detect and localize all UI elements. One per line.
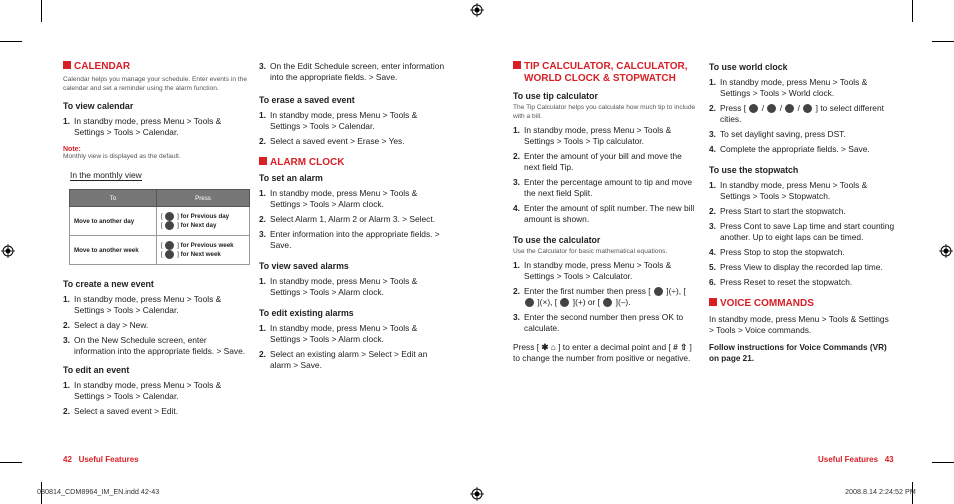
calendar-description: Calendar helps you manage your schedule. Enter events in the calendar and set a reminder using the alarm function. [63,76,248,92]
list-item: 4. Press Stop to stop the stopwatch. [709,247,845,257]
list-item: 1. In standby mode, press Menu > Tools & Settings > Tools > Calendar. [63,116,222,137]
list-item: 3. Enter the percentage amount to tip and move the next field Split. [513,177,693,198]
left-key-icon [165,212,174,221]
use-tip-title: To use tip calculator [513,91,598,101]
voice-commands-follow: Follow instructions for Voice Commands (VR) on page 21. [709,343,887,363]
registration-mark-icon [470,3,484,17]
file-slug: 080814_CDM8964_IM_EN.indd 42-43 [37,487,160,496]
right-footer: Useful Features 43 [818,455,894,464]
calendar-heading: CALENDAR [63,61,249,73]
right-key-icon [803,104,812,113]
list-item: 1. In standby mode, press Menu > Tools & Settings > Tools > Alarm clock. [259,323,418,344]
list-item: 2. Press [ / / / ] to select different cities. [709,103,884,124]
pound-key-icon: # ⇧ [673,342,688,352]
crop-mark [912,0,913,22]
list-item: 2. Select a saved event > Edit. [63,406,179,416]
list-item: 2. Press Start to start the stopwatch. [709,206,846,216]
left-footer: 42 Useful Features [63,455,139,464]
tip-calculator-heading: TIP CALCULATOR, CALCULATOR, WORLD CLOCK & STOPWATCH [513,61,697,85]
list-item: 1. In standby mode, press Menu > Tools & Settings > Tools > Stopwatch. [709,180,868,201]
edit-alarms-title: To edit existing alarms [259,308,354,318]
list-item: 2. Enter the first number then press [ ](÷), [ ](×), [ ](+) or [ ](–). [513,286,686,307]
left-key-icon [785,104,794,113]
crop-mark [41,0,42,22]
up-key-icon [654,287,663,296]
registration-mark-icon [470,487,484,501]
note-label: Note: [63,146,81,153]
list-item: 3. Press Cont to save Lap time and start counting another. Up to eight laps can be timed. [709,221,895,242]
down-key-icon [767,104,776,113]
star-key-icon: ✱ ⌂ [541,342,556,352]
registration-mark-icon [939,244,953,258]
list-item: 3. Enter information into the appropriate fields. > Save. [259,229,440,250]
up-key-icon [165,241,174,250]
down-key-icon [165,250,174,259]
table-row: Move to another week [ ] for Previous week [ ] for Next week [70,236,250,265]
list-item: 3. On the New Schedule screen, enter information into the appropriate fields. > Save. [63,335,246,356]
monthly-view-title: In the monthly view [70,170,142,180]
tip-calculator-column [513,61,697,364]
list-item: 1. In standby mode, press Menu > Tools & Settings > Tools > Calendar. [63,294,222,315]
list-item: 1. In standby mode, press Menu > Tools & Settings > Tools > Alarm clock. [259,188,418,209]
crop-mark [0,462,22,463]
monthly-view-table [69,189,250,265]
tip-description: The Tip Calculator helps you calculate how much tip to include with a bill. [513,104,696,120]
list-item: 4. Complete the appropriate fields. > Save. [709,144,870,154]
crop-mark [932,41,954,42]
alarm-clock-heading: ALARM CLOCK [259,157,447,169]
stopwatch-title: To use the stopwatch [709,165,799,175]
list-item: 1. In standby mode, press Menu > Tools & Settings > Tools > Calendar. [259,110,418,131]
erase-event-title: To erase a saved event [259,95,355,105]
world-clock-title: To use world clock [709,62,788,72]
decimal-sign-text: Press [ ✱ ⌂ ] to enter a decimal point and [ # ⇧ ] to change the number from positive or negative. [513,342,692,363]
edit-event-title: To edit an event [63,365,130,375]
use-calculator-title: To use the calculator [513,235,601,245]
crop-mark [0,41,22,42]
table-header: To [70,190,157,207]
list-item: 1. In standby mode, press Menu > Tools & Settings > Tools > Calculator. [513,260,672,281]
list-item: 2. Select a day > New. [63,320,149,330]
list-item: 5. Press View to display the recorded lap time. [709,262,883,272]
list-item: 3. To set daylight saving, press DST. [709,129,846,139]
list-item: 2. Select a saved event > Erase > Yes. [259,136,405,146]
list-item: 1. In standby mode, press Menu > Tools & Settings > Tools > Tip calculator. [513,125,672,146]
date-slug: 2008.8.14 2:24:52 PM [845,487,916,496]
alarm-column [259,61,447,375]
up-key-icon [749,104,758,113]
list-item: 1. In standby mode, press Menu > Tools & Settings > Tools > Calendar. [63,380,222,401]
calendar-column [63,61,249,421]
left-key-icon [560,298,569,307]
list-item: 4. Enter the amount of split number. The new bill amount is shown. [513,203,695,224]
calculator-description: Use the Calculator for basic mathematical equations. [513,248,668,255]
crop-mark [932,462,954,463]
voice-commands-heading: VOICE COMMANDS [709,298,895,310]
registration-mark-icon [1,244,15,258]
table-row: Move to another day [ ] for Previous day [ ] for Next day [70,207,250,236]
right-key-icon [165,221,174,230]
list-item: 2. Enter the amount of your bill and move the next field Tip. [513,151,682,172]
list-item: 1. In standby mode, press Menu > Tools & Settings > Tools > World clock. [709,77,868,98]
table-header: Press [157,190,250,207]
right-key-icon [603,298,612,307]
note-text: Monthly view is displayed as the default. [63,153,181,160]
list-item: 3. On the Edit Schedule screen, enter information into the appropriate fields. > Save. [259,61,445,82]
create-event-title: To create a new event [63,279,154,289]
list-item: 1. In standby mode, press Menu > Tools & Settings > Tools > Alarm clock. [259,276,418,297]
list-item: 3. Enter the second number then press OK to calculate. [513,312,684,333]
voice-commands-text: In standby mode, press Menu > Tools & Settings > Tools > Voice commands. [709,314,889,335]
view-calendar-title: To view calendar [63,101,134,111]
down-key-icon [525,298,534,307]
list-item: 2. Select an existing alarm > Select > Edit an alarm > Save. [259,349,428,370]
view-alarms-title: To view saved alarms [259,261,349,271]
list-item: 2. Select Alarm 1, Alarm 2 or Alarm 3. > Select. [259,214,436,224]
world-clock-column [709,61,895,364]
list-item: 6. Press Reset to reset the stopwatch. [709,277,853,287]
set-alarm-title: To set an alarm [259,173,323,183]
